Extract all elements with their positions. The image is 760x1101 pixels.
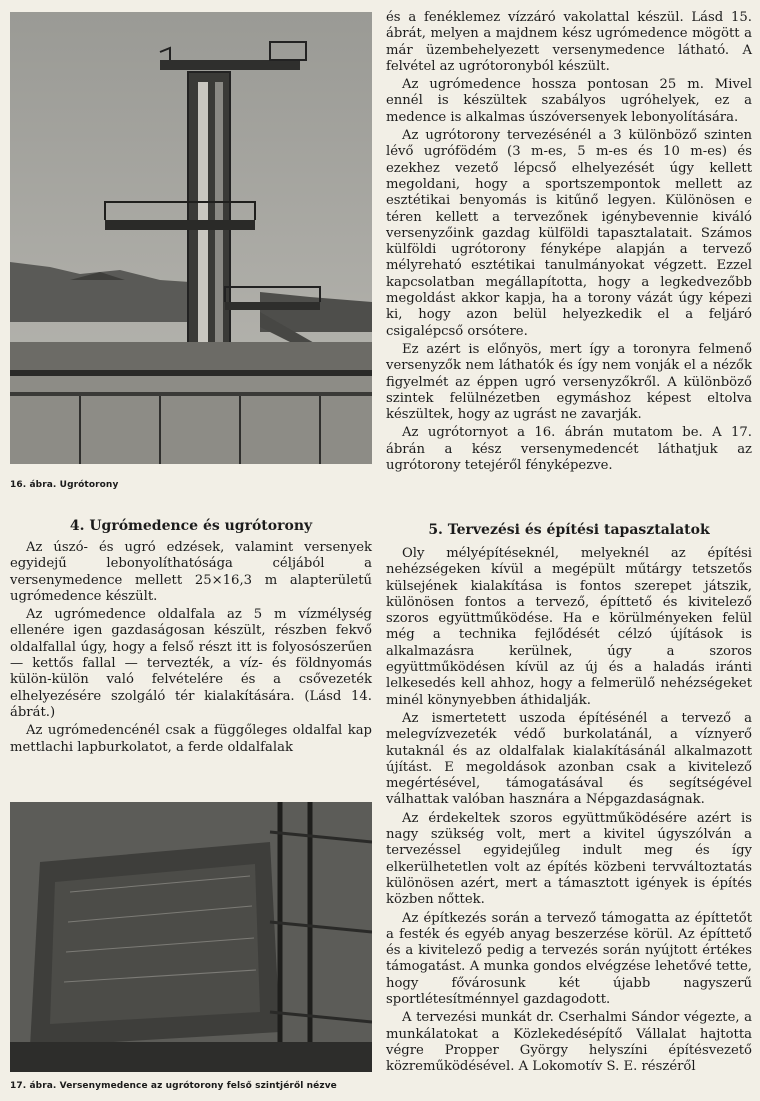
figure-17-caption: 17. ábra. Versenymedence az ugrótorony felső szintjéről nézve [10, 1081, 337, 1091]
paragraph: és a fenéklemez vízzáró vakolattal készül. Lásd 15. ábrát, melyen a majdnem kész ugrómedence mögött a már üzembehelyezett versenymedence látható. A felvétel az ugrótoronyból készült. [386, 10, 752, 74]
paragraph: Az építkezés során a tervező támogatta az építtetőt a festék és egyéb anyag beszerzése körül. Az építtető és a kivitelező pedig a tervezés során nyújtott értékes támogatást. A munka gondos elvégzése lehetővé tette, hogy fővárosunk két újabb nagyszerű sportlétesítménnyel gazdagodott. [386, 910, 752, 1008]
paragraph: Az úszó- és ugró edzések, valamint versenyek egyidejű lebonyolíthatósága céljából a versenymedence mellett 25×16,3 m alapterületű ugrómedence készült. [10, 540, 372, 604]
paragraph: Az érdekeltek szoros együttműködésére azért is nagy szükség volt, mert a kivitel úgyszólván a tervezéssel egyidejűleg indult meg és így elkerülhetetlen volt az építés közbeni tervváltoztatás különösen azért, mert a támasztott igények is építés közben nőttek. [386, 810, 752, 908]
paragraph: Az ugrótornyot a 16. ábrán mutatom be. A 17. ábrán a kész versenymedencét láthatjuk az ugrótorony tetejéről fényképezve. [386, 425, 752, 474]
figure-16-caption: 16. ábra. Ugrótorony [10, 480, 119, 490]
right-column-top [386, 10, 752, 476]
paragraph: Az ugrómedencénél csak a függőleges oldalfal kap mettlachi lapburkolatot, a ferde oldalfalak [10, 723, 372, 755]
figure-17-photo [10, 802, 372, 1072]
paragraph: Az ugrótorony tervezésénél a 3 különböző szinten lévő ugrófödém (3 m-es, 5 m-es és 10 m-es) és ezekhez vezető lépcső elhelyezését úgy kellett megoldani, hogy a sportszempontok mellett az esztétikai benyomás is kitűnő legyen. Különösen e téren kellett a tervezőnek igénybevennie kiváló versenyzőink gazdag külföldi tapasztalatait. Számos külföldi ugrótorony fényképe alapján a tervező mélyreható esztétikai tanulmányokat végzett. Ezzel kapcsolatban megállapította, hogy a legkedvezőbb megoldást akkor kapja, ha a torony vázát úgy képezi ki, hogy azon belül helyezkedik el a feljáró csigalépcső orsótere. [386, 128, 752, 339]
paragraph: Ez azért is előnyös, mert így a toronyra felmenő versenyzők nem láthatók és így nem vonják el a nézők figyelmét az éppen ugró versenyzőkről. A különböző szintek felülnézetben egymáshoz képest eltolva készültek, hogy az ugrást ne zavarják. [386, 341, 752, 423]
paragraph: Az ugrómedence hossza pontosan 25 m. Mivel ennél is készültek szabályos ugróhelyek, ez a medence is alkalmas úszóversenyek lebonyolítására. [386, 77, 752, 125]
section-5-heading: 5. Tervezési és építési tapasztalatok [428, 522, 710, 538]
left-column [10, 518, 372, 758]
section-4-heading: 4. Ugrómedence és ugrótorony [69, 518, 313, 534]
paragraph: Az ismertetett uszoda építésénél a tervező a melegvízvezeték védő burkolatánál, a víznyerő kutaknál és az oldalfalak kialakításánál alkalmazott újítást. E megoldások azonban csak a kivitelező megértésével, támogatásával és segítségével válhattak valóban hasznára a Népgazdaságnak. [386, 710, 752, 808]
paragraph: Oly mélyépítéseknél, melyeknél az építési nehézségeken kívül a megépült műtárgy tetszetős külsejének kialakítása is fontos szerepet játszik, különösen fontos a tervező, építtető és kivitelező szoros együttműködése. Ha e körülményeken felül még a technika fejlődését célzó újítások is alkalmazásra kerülnek, úgy a szoros együttműködésen kívül az új és a haladás iránti lelkesedés kell ahhoz, hogy a felmerülő nehézségeket minél könynyebben áthidalják. [386, 546, 752, 708]
right-column-bottom [386, 522, 752, 1078]
figure-16-photo [10, 12, 372, 464]
paragraph: A tervezési munkát dr. Cserhalmi Sándor végezte, a munkálatokat a Közlekedésépítő Vállalat hajtotta végre Propper György helyszíni építésvezető közreműködésével. A Lokomotív S. E. részéről [386, 1010, 752, 1075]
paragraph: Az ugrómedence oldalfala az 5 m vízmélység ellenére igen gazdaságosan készült, részben fekvő oldalfallal úgy, hogy a felső részt itt is folyosószerűen — kettős fallal — tervezték, a víz- és földnyomás külön-külön való felvételére és a csővezeték elhelyezésére szolgáló tér kialakítására. (Lásd 14. ábrát.) [10, 607, 372, 720]
